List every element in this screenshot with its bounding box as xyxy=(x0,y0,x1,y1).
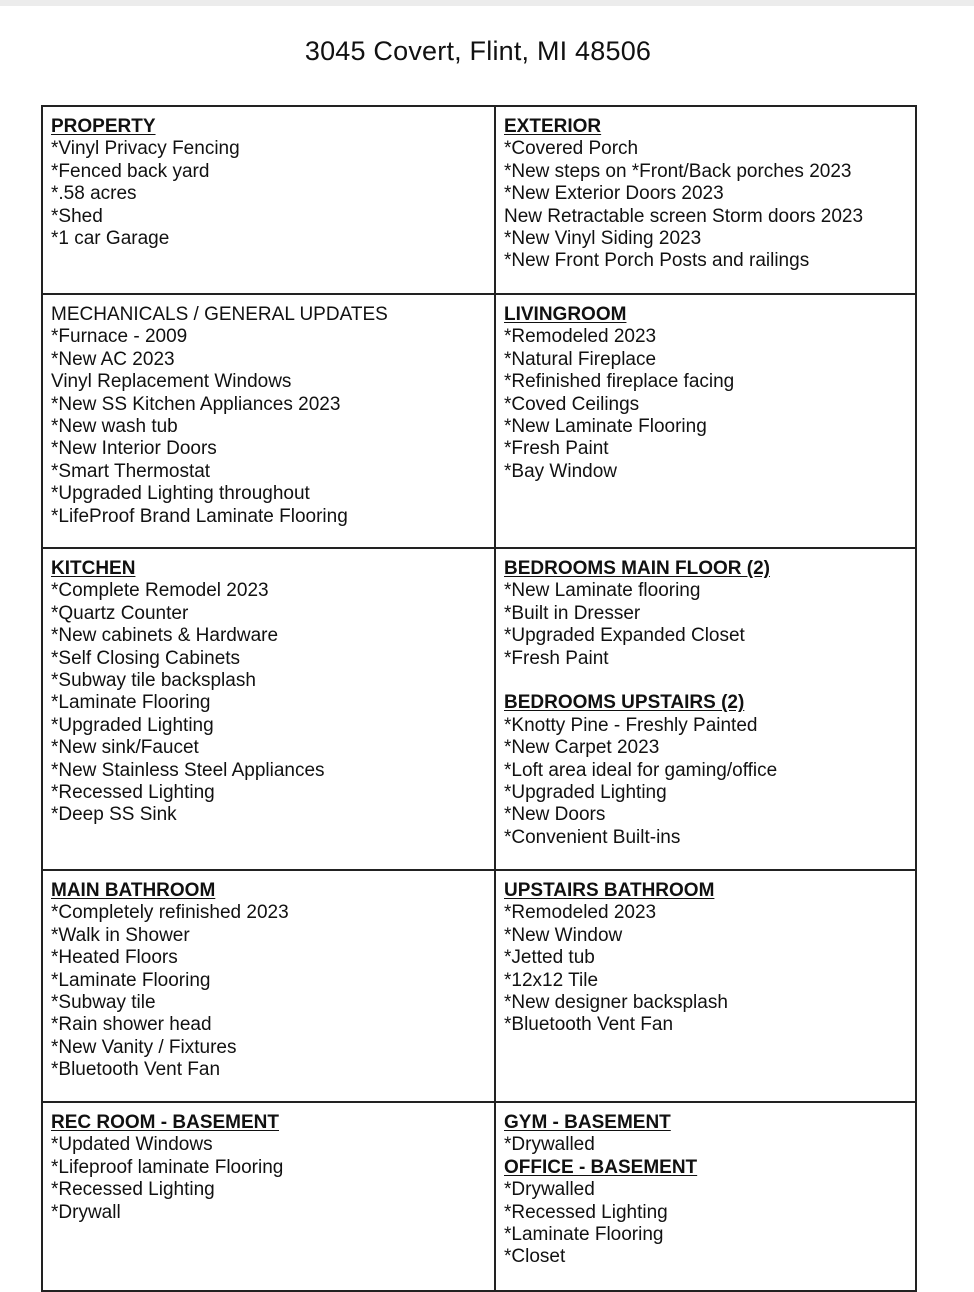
section-heading: EXTERIOR xyxy=(504,116,602,137)
list-item: *New Vinyl Siding 2023 xyxy=(504,228,702,250)
kitchen-section xyxy=(42,548,495,870)
list-item: *Laminate Flooring xyxy=(51,969,211,991)
section-heading: REC ROOM - BASEMENT xyxy=(51,1112,279,1133)
rec-room-list xyxy=(51,1134,488,1224)
list-item: *New cabinets & Hardware xyxy=(51,625,279,647)
list-item: *New AC 2023 xyxy=(51,348,175,370)
list-item: *.58 acres xyxy=(51,183,137,205)
section-heading: KITCHEN xyxy=(51,558,136,579)
list-item: *New Laminate Flooring xyxy=(504,416,707,438)
gym-list xyxy=(504,1134,909,1156)
table-row xyxy=(42,294,916,548)
bedrooms-upstairs-list xyxy=(504,715,909,849)
list-item: *Refinished fireplace facing xyxy=(504,371,735,393)
list-item: *Rain shower head xyxy=(51,1014,212,1036)
list-item: *New SS Kitchen Appliances 2023 xyxy=(51,393,341,415)
list-item: *Remodeled 2023 xyxy=(504,326,657,348)
mechanicals-section xyxy=(42,294,495,548)
section-heading: GYM - BASEMENT xyxy=(504,1112,671,1133)
list-item: *Walk in Shower xyxy=(51,924,190,946)
property-section xyxy=(42,106,495,294)
section-heading: BEDROOMS MAIN FLOOR (2) xyxy=(504,558,770,579)
list-item: *Recessed Lighting xyxy=(51,1179,215,1201)
section-heading: LIVINGROOM xyxy=(504,304,627,325)
list-item: New Retractable screen Storm doors 2023 xyxy=(504,205,864,227)
list-item: *Completely refinished 2023 xyxy=(51,902,289,924)
office-list xyxy=(504,1179,909,1269)
list-item: *Quartz Counter xyxy=(51,602,189,624)
mechanicals-list xyxy=(51,326,488,528)
list-item: *Complete Remodel 2023 xyxy=(51,580,269,602)
list-item: Vinyl Replacement Windows xyxy=(51,371,292,393)
main-bathroom-section xyxy=(42,870,495,1102)
section-heading: OFFICE - BASEMENT xyxy=(504,1156,698,1178)
livingroom-section xyxy=(495,294,916,548)
exterior-section xyxy=(495,106,916,294)
section-heading: MECHANICALS / GENERAL UPDATES xyxy=(51,304,388,325)
list-item: *1 car Garage xyxy=(51,228,170,250)
list-item: *LifeProof Brand Laminate Flooring xyxy=(51,505,348,527)
page-title: 3045 Covert, Flint, MI 48506 xyxy=(304,36,652,66)
list-item: *Fresh Paint xyxy=(504,438,609,460)
kitchen-list xyxy=(51,580,488,826)
list-item: *Closet xyxy=(504,1246,566,1268)
list-item: *Upgraded Lighting xyxy=(504,782,667,804)
list-item: *New Carpet 2023 xyxy=(504,737,660,759)
list-item: *New Window xyxy=(504,924,623,946)
list-item: *New Front Porch Posts and railings xyxy=(504,250,810,272)
list-item: *Knotty Pine - Freshly Painted xyxy=(504,714,758,736)
list-item: *Remodeled 2023 xyxy=(504,902,657,924)
spacer xyxy=(504,670,909,692)
list-item: *Deep SS Sink xyxy=(51,804,177,826)
list-item: *Drywall xyxy=(51,1201,121,1223)
list-item: *Subway tile xyxy=(51,992,156,1014)
list-item: *12x12 Tile xyxy=(504,969,599,991)
list-item: *New Vanity / Fixtures xyxy=(51,1036,237,1058)
list-item: *New designer backsplash xyxy=(504,992,728,1014)
list-item: *Recessed Lighting xyxy=(51,782,215,804)
list-item: *Subway tile backsplash xyxy=(51,670,256,692)
list-item: *Laminate Flooring xyxy=(51,692,211,714)
list-item: *Smart Thermostat xyxy=(51,460,211,482)
bedrooms-section xyxy=(495,548,916,870)
list-item: *New steps on *Front/Back porches 2023 xyxy=(504,160,852,182)
list-item: *Laminate Flooring xyxy=(504,1224,664,1246)
list-item: *Convenient Built-ins xyxy=(504,826,681,848)
exterior-list xyxy=(504,138,909,272)
list-item: *Upgraded Expanded Closet xyxy=(504,625,745,647)
list-item: *Lifeproof laminate Flooring xyxy=(51,1156,284,1178)
list-item: *Bay Window xyxy=(504,460,617,482)
list-item: *New Stainless Steel Appliances xyxy=(51,759,325,781)
section-heading: BEDROOMS UPSTAIRS (2) xyxy=(504,692,745,714)
list-item: *Upgraded Lighting throughout xyxy=(51,483,310,505)
list-item: *Loft area ideal for gaming/office xyxy=(504,759,778,781)
list-item: *Recessed Lighting xyxy=(504,1201,668,1223)
list-item: *New Interior Doors xyxy=(51,438,217,460)
list-item: *Natural Fireplace xyxy=(504,348,657,370)
list-item: *New wash tub xyxy=(51,416,178,438)
list-item: *Jetted tub xyxy=(504,947,595,969)
list-item: *Shed xyxy=(51,205,103,227)
features-table xyxy=(41,105,917,1292)
list-item: *Updated Windows xyxy=(51,1134,213,1156)
list-item: *Drywalled xyxy=(504,1179,595,1201)
list-item: *Upgraded Lighting xyxy=(51,714,214,736)
list-item: *New Exterior Doors 2023 xyxy=(504,183,724,205)
bedrooms-main-list xyxy=(504,580,909,670)
list-item: *Coved Ceilings xyxy=(504,393,640,415)
list-item: *Bluetooth Vent Fan xyxy=(51,1059,221,1081)
list-item: *Covered Porch xyxy=(504,138,639,160)
livingroom-list xyxy=(504,326,909,483)
list-item: *Built in Dresser xyxy=(504,602,641,624)
list-item: *New Doors xyxy=(504,804,606,826)
basement-section xyxy=(495,1102,916,1291)
section-heading: MAIN BATHROOM xyxy=(51,880,216,901)
list-item: *Self Closing Cabinets xyxy=(51,647,241,669)
top-bar xyxy=(0,0,974,6)
table-row xyxy=(42,1102,916,1291)
table-row xyxy=(42,548,916,870)
rec-room-section xyxy=(42,1102,495,1291)
list-item: *Heated Floors xyxy=(51,947,178,969)
property-list xyxy=(51,138,488,250)
main-bathroom-list xyxy=(51,902,488,1081)
list-item: *Drywalled xyxy=(504,1134,595,1156)
list-item: *Furnace - 2009 xyxy=(51,326,188,348)
list-item: *Fresh Paint xyxy=(504,647,609,669)
list-item: *Fenced back yard xyxy=(51,160,210,182)
list-item: *Bluetooth Vent Fan xyxy=(504,1014,674,1036)
table-row xyxy=(42,870,916,1102)
upstairs-bathroom-list xyxy=(504,902,909,1036)
table-row xyxy=(42,106,916,294)
section-heading: PROPERTY xyxy=(51,116,156,137)
list-item: *New sink/Faucet xyxy=(51,737,199,759)
list-item: *New Laminate flooring xyxy=(504,580,701,602)
section-heading: UPSTAIRS BATHROOM xyxy=(504,880,715,901)
upstairs-bathroom-section xyxy=(495,870,916,1102)
list-item: *Vinyl Privacy Fencing xyxy=(51,138,240,160)
